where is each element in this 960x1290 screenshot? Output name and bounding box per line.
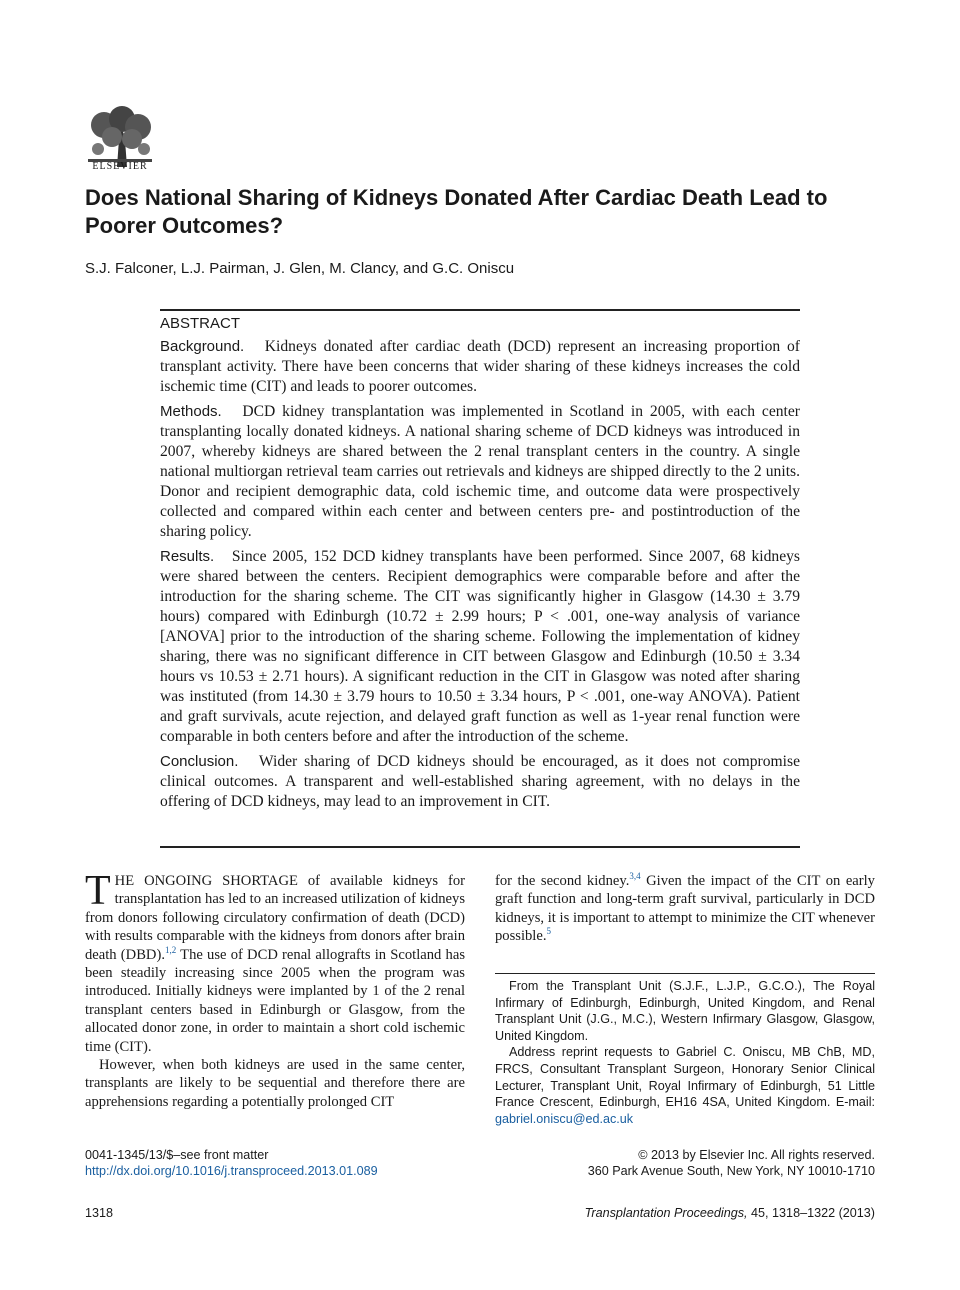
journal-citation <box>585 1206 875 1220</box>
reprint-address <box>495 1044 875 1127</box>
abstract-methods <box>160 402 800 542</box>
affiliation-from: From the Transplant Unit (S.J.F., L.J.P., G.C.O.), The Royal Infirmary of Edinburgh, Edinburgh, United Kingdom, and Renal Transplant Unit (J.G., M.C.), Western Infirmary Glasgow, Glasgow, United Kingdom. <box>495 979 875 1043</box>
abstract-background <box>160 337 800 397</box>
body-paragraph-3-text-b: Given the impact of the CIT on early graft function and long-term graft survival, particularly in DCD kidneys, it is important to attempt to minimize the CIT whenever possible. <box>495 873 875 945</box>
citation-ref[interactable]: 5 <box>546 926 551 937</box>
page-number: 1318 <box>85 1206 114 1220</box>
methods-label: Methods. <box>160 403 222 420</box>
affiliation-block <box>495 978 875 1127</box>
abstract-section <box>160 315 800 817</box>
body-paragraph-3 <box>495 872 875 946</box>
copyright-line: © 2013 by Elsevier Inc. All rights reserved. <box>638 1148 875 1162</box>
body-paragraph-1 <box>85 868 465 1056</box>
email-link[interactable]: gabriel.oniscu@ed.ac.uk <box>495 1111 634 1126</box>
abstract-bottom-rule <box>160 846 800 848</box>
footer-left <box>85 1147 378 1179</box>
abstract-heading: ABSTRACT <box>160 315 241 332</box>
author-list: S.J. Falconer, L.J. Pairman, J. Glen, M. Clancy, and G.C. Oniscu <box>85 260 515 277</box>
conclusion-label: Conclusion. <box>160 753 239 770</box>
methods-text: DCD kidney transplantation was implemented in Scotland in 2005, with each center transplanting locally donated kidneys. A national sharing scheme of DCD kidneys was introduced in 2007, whereby kidneys are shared between the 2 renal transplant centers in the country. A single national multiorgan retrieval team carries out retrievals and kidneys are shipped directly to the 2 units. Donor and recipient demographic data, cold ischemic time, and outcome data were prospectively collected and compared within each center and between centers pre- and postintroduction of the sharing policy. <box>160 403 800 540</box>
background-text: Kidneys donated after cardiac death (DCD) represent an increasing proportion of transplant activity. There have been concerns that wider sharing of these kidneys increases the cold ischemic time (CIT) and leads to poorer outcomes. <box>160 338 800 395</box>
journal-volume-pages: 45, 1318–1322 (2013) <box>747 1206 875 1220</box>
results-text: Since 2005, 152 DCD kidney transplants have been performed. Since 2007, 68 kidneys were shared between the centers. Recipient demographics were comparable before and after the introduction for the sharing scheme. The CIT was significantly higher in Glasgow (14.30 ± 3.79 hours) compared with Edinburgh (10.72 ± 2.99 hours; P < .001, one-way analysis of variance [ANOVA] prior to the introduction of the sharing scheme. Following the implementation of kidney sharing, there was no significant difference in CIT between Glasgow and Edinburgh (10.50 ± 3.34 hours vs 10.53 ± 2.71 hours). A significant reduction in the CIT in Glasgow was noted after sharing was instituted (from 14.30 ± 3.79 hours to 10.50 ± 3.34 hours, P < .001, one-way ANOVA). Patient and graft survivals, acute rejection, and delayed graft function as well as 1-year renal function were comparable in both centers before and after the introduction of the scheme. <box>160 548 801 745</box>
lead-in-caps: HE ONGOING SHORTAGE <box>114 873 298 889</box>
body-paragraph-1-text-a: of available kidneys for transplantation has led to an increased utilization of kidneys from donors following circulatory confirmation of death (DCD) with results comparable with the kidneys from donors after brain death (DBD). <box>85 873 465 963</box>
affiliation-rule <box>495 973 875 974</box>
journal-name: Transplantation Proceedings, <box>584 1206 748 1220</box>
drop-cap: T <box>85 868 111 914</box>
abstract-results <box>160 547 800 747</box>
reprint-address-text: Address reprint requests to Gabriel C. Oniscu, MB ChB, MD, FRCS, Consultant Transplant Surgeon, Honorary Senior Clinical Lecturer, Transplant Unit, Royal Infirmary of Edinburgh, 51 Little France Crescent, Edinburgh, EH16 4SA, United Kingdom. E-mail: <box>495 1045 875 1110</box>
publisher-address: 360 Park Avenue South, New York, NY 10010-1710 <box>587 1164 875 1178</box>
citation-ref[interactable]: 1,2 <box>164 944 177 955</box>
abstract-conclusion <box>160 752 800 812</box>
results-label: Results. <box>160 548 215 565</box>
citation-ref[interactable]: 3,4 <box>629 871 641 882</box>
conclusion-text: Wider sharing of DCD kidneys should be encouraged, as it does not compromise clinical outcomes. A transparent and well-established sharing agreement, with no delays in the offering of DCD kidneys, may lead to an improvement in CIT. <box>160 753 800 810</box>
body-paragraph-3-text-a: for the second kidney. <box>495 873 630 889</box>
body-paragraph-1-text-b: The use of DCD renal allografts in Scotland has been steadily increasing since 2005 when the program was introduced. Initially kidneys were implanted by 1 of the 2 renal transplant centers based in Edinburgh or Glasgow, from the allocated donor zone, in order to maintain a short cold ischemic time (CIT). <box>85 946 465 1055</box>
footer-right <box>588 1147 875 1179</box>
abstract-top-rule <box>160 309 800 311</box>
article-title: Does National Sharing of Kidneys Donated After Cardiac Death Lead to Poorer Outcomes? <box>85 185 828 238</box>
doi-link[interactable]: http://dx.doi.org/10.1016/j.transproceed.2013.01.089 <box>85 1164 378 1178</box>
elsevier-wordmark: ELSEVIER <box>92 161 148 172</box>
body-column-right <box>495 872 875 946</box>
body-paragraph-2: However, when both kidneys are used in the same center, transplants are likely to be sequential and therefore there are apprehensions regarding a potentially prolonged CIT <box>85 1057 465 1110</box>
background-label: Background. <box>160 338 245 355</box>
body-column-left <box>85 868 465 1111</box>
issn-line: 0041-1345/13/$–see front matter <box>85 1148 269 1162</box>
